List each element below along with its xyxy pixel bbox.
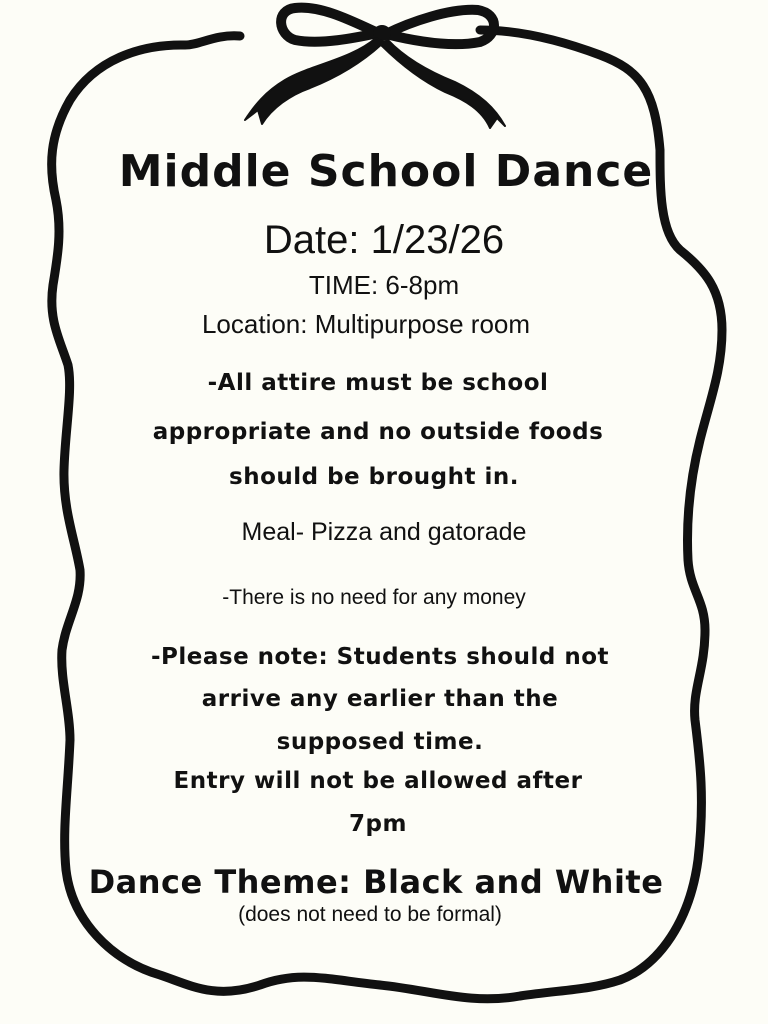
attire-rule-line: appropriate and no outside foods [152,419,604,445]
arrival-note-line: 7pm [349,811,407,837]
event-date: Date: 1/23/26 [263,218,505,262]
arrival-note-line: arrive any earlier than the [201,686,559,712]
arrival-note-line: supposed time. [276,729,484,755]
attire-rule-line: should be brought in. [229,464,519,490]
money-note: -There is no need for any money [222,586,526,609]
attire-rule-line: -All attire must be school [207,370,549,396]
arrival-note-line: Entry will not be allowed after [173,768,583,794]
bow-icon [245,8,505,128]
event-time: TIME: 6-8pm [308,270,460,300]
flyer-title: Middle School Dance [118,146,654,197]
arrival-note-line: -Please note: Students should not [150,644,609,670]
meal-info: Meal- Pizza and gatorade [241,518,527,546]
dance-theme: Dance Theme: Black and White [88,863,664,901]
dance-theme-note: (does not need to be formal) [238,903,502,926]
event-location: Location: Multipurpose room [201,309,531,339]
